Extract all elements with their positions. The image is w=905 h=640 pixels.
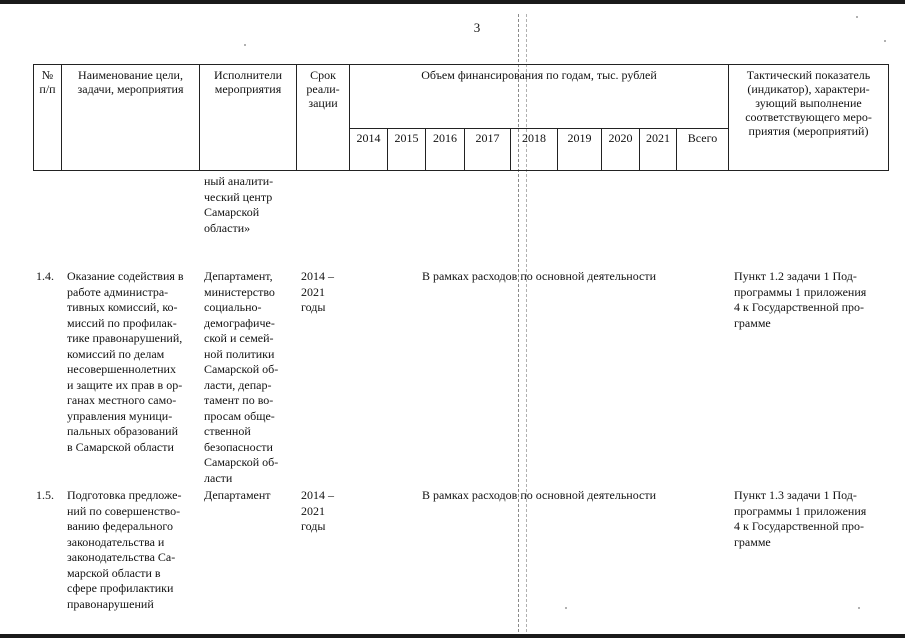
year-cell: 2015 — [394, 131, 419, 145]
row-funding: В рамках расходов по основной деятельности — [421, 488, 657, 502]
bottom-border-rule — [0, 634, 905, 638]
continuation-executors: ный аналити- ческий центр Самарской области» — [204, 174, 274, 235]
row-executors: Департамент, министерство социально- демографиче- ской и семей- ной политики Самарской об- ласти, депар- тамент по во- просам обще- ственной безопасности Самарской об- ласти — [204, 269, 279, 485]
scan-speck — [858, 607, 860, 609]
year-cell: 2018 — [522, 131, 546, 145]
row-term: 2014 – 2021 годы — [301, 488, 334, 533]
row-funding: В рамках расходов по основной деятельности — [421, 269, 657, 283]
scan-speck — [244, 44, 246, 46]
header-indicator: Тактический показатель (индикатор), характери- зующий выполнение соответствующего меро- приятия (мероприятий) — [745, 68, 872, 138]
row-indicator: Пункт 1.3 задачи 1 Под- программы 1 приложения 4 к Государственной про- грамме — [734, 488, 867, 549]
row-executors: Департамент — [204, 488, 271, 502]
header-term: Срок реали- зации — [306, 68, 340, 110]
year-cell: 2019 — [567, 131, 592, 145]
row-indicator: Пункт 1.2 задачи 1 Под- программы 1 приложения 4 к Государственной про- грамме — [734, 269, 867, 330]
scan-fold-mark — [518, 14, 527, 632]
year-cell: 2021 — [646, 131, 670, 145]
row-number: 1.4. — [36, 269, 54, 283]
scan-speck — [884, 40, 886, 42]
year-cell: 2016 — [433, 131, 457, 145]
row-name: Подготовка предложе- ний по совершенство- ванию федерального законодательства и законодательства Са- марской области в сфере профилактики правонарушений — [67, 488, 182, 611]
row-name: Оказание содействия в работе администра- тивных комиссий, ко- миссий по профилак- тике правонарушений, комиссий по делам несовершеннолетних и защите их прав в ор- ганах местного само- управления муници- пальных образований в Самарской области — [67, 269, 184, 454]
header-num: № п/п — [39, 68, 56, 96]
year-total-cell: Всего — [687, 131, 718, 145]
page-number: 3 — [473, 20, 481, 35]
year-cell: 2020 — [608, 131, 633, 145]
row-term: 2014 – 2021 годы — [301, 269, 334, 314]
scan-speck — [856, 16, 858, 18]
header-funding: Объем финансирования по годам, тыс. рублей — [421, 68, 657, 82]
header-executors: Исполнители мероприятия — [213, 68, 283, 96]
scan-speck — [565, 607, 567, 609]
header-name: Наименование цели, задачи, мероприятия — [77, 68, 184, 96]
top-border-rule — [0, 0, 905, 4]
year-cell: 2017 — [475, 131, 500, 145]
row-number: 1.5. — [36, 488, 54, 502]
year-cell: 2014 — [356, 131, 381, 145]
